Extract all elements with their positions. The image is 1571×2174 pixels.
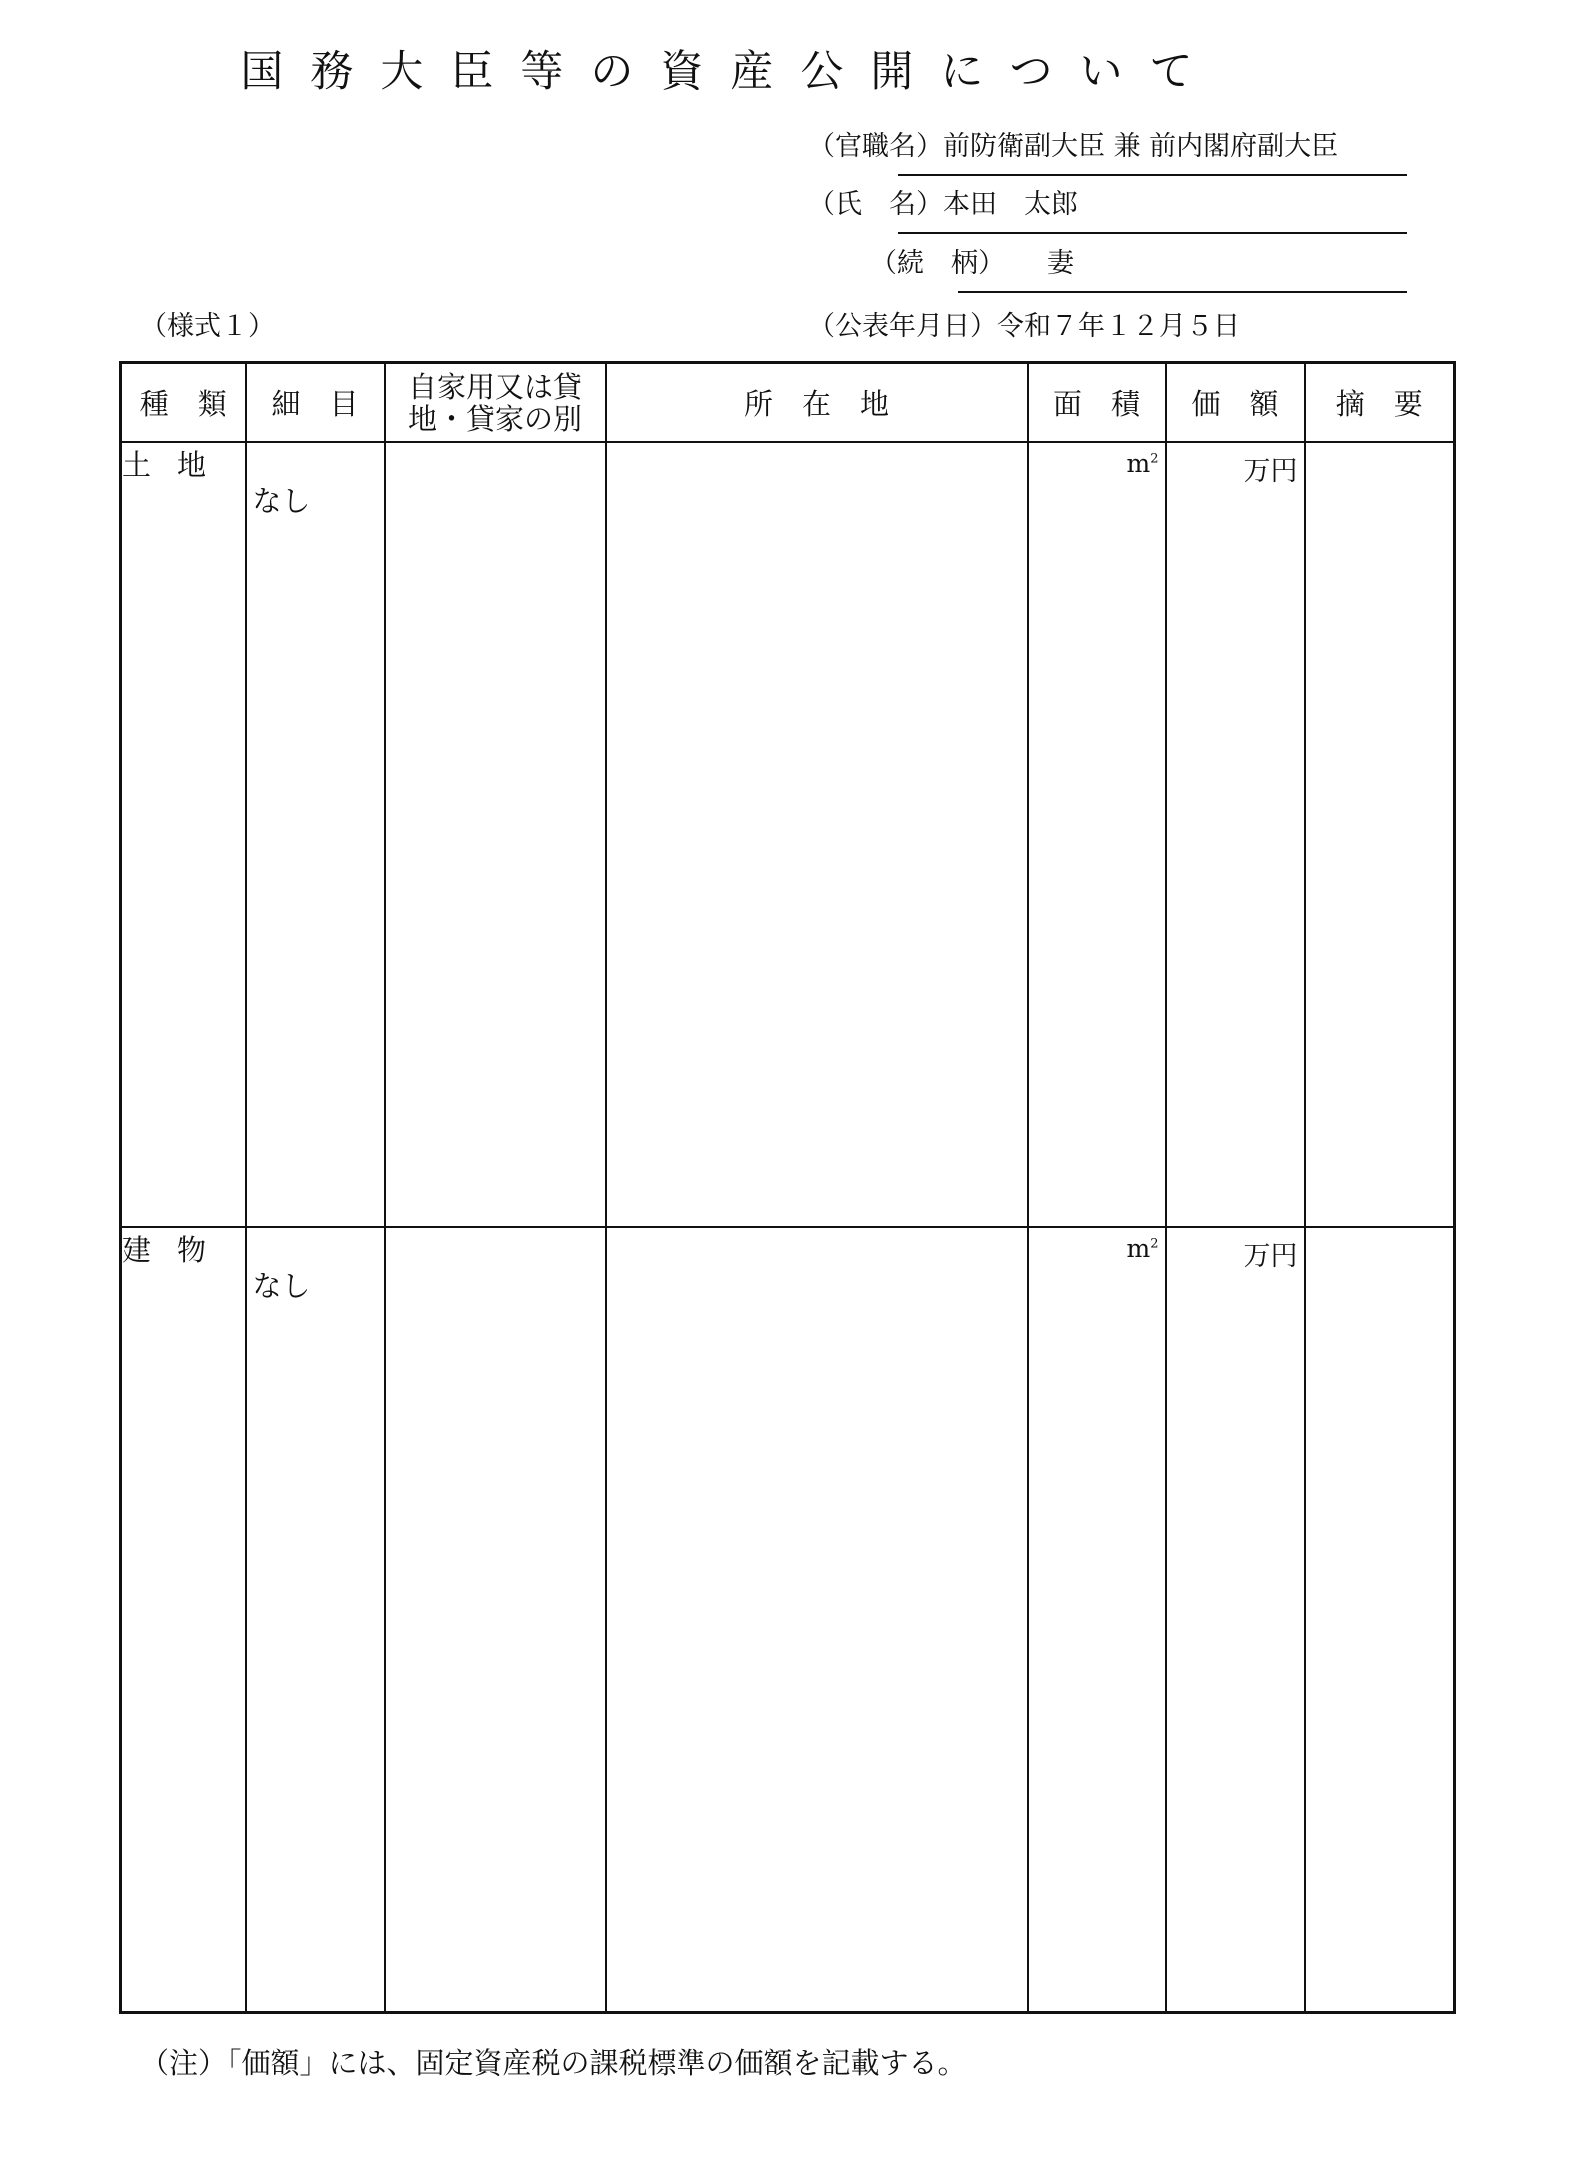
value-unit: 万円 [1243, 456, 1298, 487]
header-usage-line2: 地・貸家の別 [407, 401, 582, 436]
value-cell [1166, 442, 1305, 1227]
usage-cell [385, 442, 606, 1227]
header-value: 価 額 [1166, 363, 1305, 443]
value-unit: 万円 [1243, 1241, 1298, 1272]
detail-value: なし [252, 484, 311, 518]
form-number-label: （様式１） [140, 311, 275, 342]
footnote: （注）「価額」には、固定資産税の課税標準の価額を記載する。 [140, 2046, 967, 2080]
name-value: 本田 太郎 [943, 189, 1078, 220]
name-label: （氏 名） [808, 189, 943, 220]
table-row [121, 442, 1455, 1227]
name-row [808, 185, 1078, 225]
remarks-cell [1305, 1227, 1455, 2013]
value-cell [1166, 1227, 1305, 2013]
official-title-value: 前防衛副大臣 兼 前内閣府副大臣 [943, 131, 1339, 162]
official-title-label: （官職名） [808, 131, 943, 162]
table-row [121, 1227, 1455, 2013]
location-cell [606, 1227, 1028, 2013]
detail-value: なし [252, 1269, 311, 1303]
official-title-underline [898, 174, 1407, 176]
area-unit: $m^2$ [1126, 1234, 1159, 1263]
detail-cell [246, 1227, 385, 2013]
relation-label: （続 柄） [870, 248, 1005, 279]
relation-row [870, 244, 1074, 284]
header-remarks: 摘 要 [1305, 363, 1455, 443]
header-location: 所 在 地 [606, 363, 1028, 443]
relation-value: 妻 [1047, 248, 1074, 279]
publication-date-row [808, 307, 1240, 347]
asset-table [119, 361, 1456, 2014]
header-usage-line1: 自家用又は貸 [407, 369, 582, 404]
location-cell [606, 442, 1028, 1227]
category-cell: 建物 [121, 1227, 246, 2013]
area-cell [1028, 1227, 1166, 2013]
header-area: 面 積 [1028, 363, 1166, 443]
relation-underline [958, 291, 1407, 293]
table-header-row [121, 363, 1455, 443]
publication-date-value: 令和７年１２月５日 [997, 311, 1240, 342]
document-title: 国務大臣等の資産公開について [240, 47, 1220, 97]
area-cell [1028, 442, 1166, 1227]
header-usage [385, 363, 606, 443]
usage-cell [385, 1227, 606, 2013]
remarks-cell [1305, 442, 1455, 1227]
name-underline [898, 232, 1407, 234]
header-detail: 細 目 [246, 363, 385, 443]
publication-date-label: （公表年月日） [808, 311, 997, 342]
header-type: 種 類 [121, 363, 246, 443]
area-unit: $m^2$ [1126, 449, 1159, 478]
official-title-row [808, 127, 1338, 167]
detail-cell [246, 442, 385, 1227]
category-cell: 土地 [121, 442, 246, 1227]
